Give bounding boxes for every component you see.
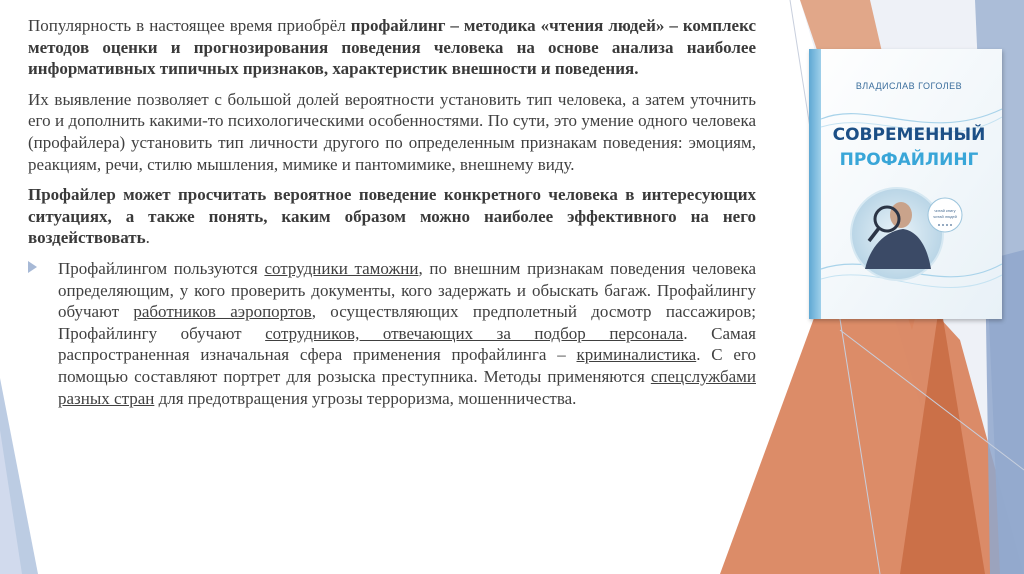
book-title-line1: СОВРЕМЕННЫЙ	[832, 125, 986, 145]
sticker-dot	[942, 224, 944, 226]
content-text	[28, 15, 756, 418]
book-author: ВЛАДИСЛАВ ГОГОЛЕВ	[855, 81, 963, 91]
p3-end: .	[145, 228, 150, 248]
book-cover-art	[809, 49, 1002, 319]
bullet-t2: , по внешним признакам поведения человека определяющим, у кого проверить документы, кого задержать и обыскать багаж. Профайлингу обучают	[58, 258, 756, 322]
bullet-t3: , осуществляющих предполетный досмотр пассажиров; Профайлингу обучают	[58, 302, 756, 343]
paragraph-3	[28, 184, 756, 249]
book-cover	[809, 49, 1002, 319]
bullet-t5: . С его помощью составляют портрет для розыска преступника. Методы применяются	[58, 345, 756, 386]
sticker-line2: читай людей	[933, 214, 957, 219]
link-airport-workers[interactable]: работников аэропортов	[133, 302, 312, 322]
bullet-t1: Профайлингом пользуются	[58, 258, 265, 278]
bullet-t4: . Самая распространенная изначальная сфера применения профайлинга –	[58, 323, 756, 365]
p3-bold: Профайлер может просчитать вероятное поведение конкретного человека в интересующих ситуациях, а также понять, каким образом можно наиболее эффективного на него воздействовать	[28, 185, 756, 248]
link-hr-staff[interactable]: сотрудников, отвечающих за подбор персонала	[265, 323, 684, 343]
paragraph-1	[28, 15, 756, 80]
sticker-dot	[950, 224, 952, 226]
book-title-line2: ПРОФАЙЛИНГ	[839, 150, 979, 170]
p1-plain: Популярность в настоящее время приобрёл	[28, 16, 351, 35]
bullet-arrow-icon	[28, 261, 37, 273]
link-special-services[interactable]: спецслужбами разных стран	[58, 366, 756, 408]
figure-head	[890, 202, 912, 228]
p1-bold: профайлинг – методика «чтения людей» – комплекс методов оценки и прогнозирования поведения человека на основе анализа наиболее информативных типичных признаков, характеристик внешности и поведения.	[28, 16, 756, 79]
bullet-t6: для предотвращения угрозы терроризма, мошенничества.	[154, 388, 577, 408]
paragraph-2: Их выявление позволяет с большой долей вероятности установить тип человека, а затем уточнить его и дополнить какими-то психологическими особенностями. По сути, это умение одного человека (профайлера) установить тип личности другого по определенным признакам поведения: эмоциям, реакциям, речи, стилю мышления, мимике и пантомимике, внешнему виду.	[28, 89, 756, 174]
link-customs-officers[interactable]: сотрудники таможни	[264, 258, 419, 278]
sticker-line1: читай книгу	[934, 208, 956, 213]
book-spine	[809, 49, 821, 319]
bullet-text	[58, 258, 756, 409]
sticker-dot	[938, 224, 940, 226]
sticker-dot	[946, 224, 948, 226]
bullet-item	[28, 258, 756, 409]
link-criminalistics[interactable]: криминалистика	[576, 345, 697, 365]
